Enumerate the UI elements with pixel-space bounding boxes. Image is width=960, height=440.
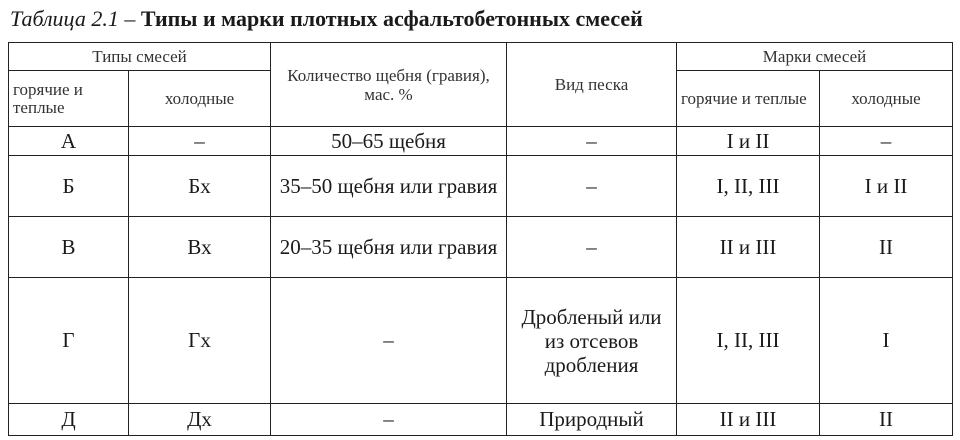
table-row <box>9 127 953 156</box>
cell-grade-cold: II <box>820 404 953 436</box>
header-types-cold: холодные <box>129 71 271 127</box>
header-gravel-amount: Количество щебня (гравия), мас. % <box>271 43 507 127</box>
cell-gravel: – <box>271 278 507 404</box>
cell-grade-cold: I <box>820 278 953 404</box>
cell-type-hot: А <box>9 127 129 156</box>
cell-type-cold: – <box>129 127 271 156</box>
cell-grade-cold: I и II <box>820 156 953 217</box>
header-mix-types: Типы смесей <box>9 43 271 71</box>
table-row <box>9 404 953 436</box>
cell-type-hot: Б <box>9 156 129 217</box>
header-mix-grades: Марки смесей <box>677 43 953 71</box>
cell-type-hot: Д <box>9 404 129 436</box>
header-row-top <box>9 43 953 71</box>
cell-gravel: – <box>271 404 507 436</box>
header-grades-cold: холодные <box>820 71 953 127</box>
mix-types-table <box>8 42 953 436</box>
cell-sand: – <box>507 156 677 217</box>
caption-title: Типы и марки плотных асфальтобетонных смесей <box>140 6 643 31</box>
caption-dash: – <box>118 6 141 31</box>
table-row <box>9 156 953 217</box>
header-types-hot-warm: горячие и теплые <box>9 71 129 127</box>
header-sand-type: Вид песка <box>507 43 677 127</box>
cell-grade-hot: II и III <box>677 404 820 436</box>
cell-grade-hot: I, II, III <box>677 156 820 217</box>
cell-sand: Дробленый или из отсевов дробления <box>507 278 677 404</box>
cell-grade-hot: I, II, III <box>677 278 820 404</box>
cell-type-hot: В <box>9 217 129 278</box>
cell-sand: Природный <box>507 404 677 436</box>
caption-label: Таблица 2.1 <box>10 6 119 31</box>
cell-gravel: 50–65 щебня <box>271 127 507 156</box>
cell-grade-hot: II и III <box>677 217 820 278</box>
table-row <box>9 217 953 278</box>
cell-type-cold: Вх <box>129 217 271 278</box>
cell-type-cold: Дх <box>129 404 271 436</box>
cell-grade-cold: II <box>820 217 953 278</box>
cell-type-hot: Г <box>9 278 129 404</box>
cell-grade-cold: – <box>820 127 953 156</box>
cell-sand: – <box>507 127 677 156</box>
cell-type-cold: Гх <box>129 278 271 404</box>
cell-sand: – <box>507 217 677 278</box>
table-row <box>9 278 953 404</box>
cell-gravel: 20–35 щебня или гравия <box>271 217 507 278</box>
cell-grade-hot: I и II <box>677 127 820 156</box>
cell-type-cold: Бх <box>129 156 271 217</box>
table-caption <box>10 4 643 34</box>
cell-gravel: 35–50 щебня или гравия <box>271 156 507 217</box>
header-grades-hot-warm: горячие и теплые <box>677 71 820 127</box>
